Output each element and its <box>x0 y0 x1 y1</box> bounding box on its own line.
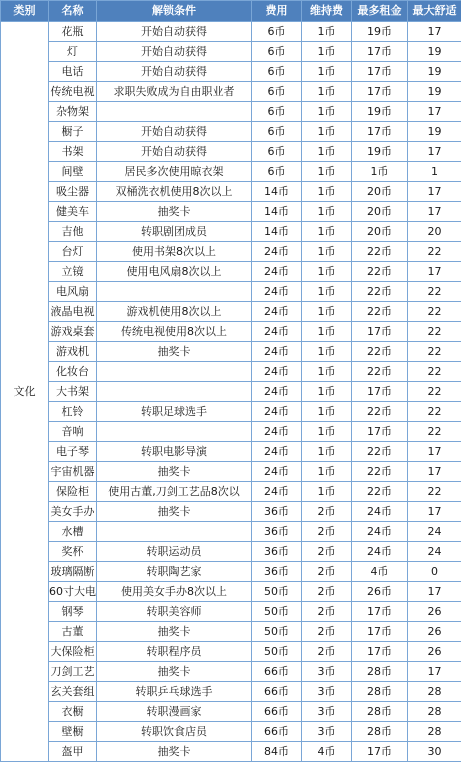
table-row <box>1 262 461 282</box>
max-comfort-cell: 28 <box>408 722 461 742</box>
upkeep-cell: 1币 <box>302 62 352 82</box>
upkeep-cell: 2币 <box>302 582 352 602</box>
cost-cell: 14币 <box>252 182 302 202</box>
item-name-cell: 玻璃隔断 <box>49 562 97 582</box>
max-rent-cell: 24币 <box>352 542 408 562</box>
unlock-condition-cell: 转职程序员 <box>97 642 252 662</box>
max-comfort-cell: 24 <box>408 542 461 562</box>
max-comfort-cell: 22 <box>408 342 461 362</box>
cost-cell: 50币 <box>252 642 302 662</box>
upkeep-cell: 2币 <box>302 502 352 522</box>
cost-cell: 6币 <box>252 22 302 42</box>
unlock-condition-cell: 转职运动员 <box>97 542 252 562</box>
max-comfort-cell: 0 <box>408 562 461 582</box>
max-rent-cell: 17币 <box>352 322 408 342</box>
max-comfort-cell: 17 <box>408 582 461 602</box>
max-comfort-cell: 30 <box>408 742 461 762</box>
table-row <box>1 282 461 302</box>
item-name-cell: 钢琴 <box>49 602 97 622</box>
max-rent-cell: 17币 <box>352 122 408 142</box>
max-rent-cell: 17币 <box>352 42 408 62</box>
item-name-cell: 游戏机 <box>49 342 97 362</box>
upkeep-cell: 1币 <box>302 362 352 382</box>
table-row <box>1 482 461 502</box>
max-rent-cell: 17币 <box>352 622 408 642</box>
table-row <box>1 562 461 582</box>
max-comfort-cell: 22 <box>408 382 461 402</box>
cost-cell: 6币 <box>252 122 302 142</box>
max-rent-cell: 22币 <box>352 362 408 382</box>
header-max-rent: 最多租金 <box>352 1 408 22</box>
max-comfort-cell: 19 <box>408 82 461 102</box>
unlock-condition-cell: 抽奖卡 <box>97 742 252 762</box>
max-rent-cell: 17币 <box>352 382 408 402</box>
table-header-row <box>1 1 461 22</box>
max-rent-cell: 22币 <box>352 262 408 282</box>
max-comfort-cell: 22 <box>408 242 461 262</box>
category-cell: 文化 <box>1 22 49 762</box>
unlock-condition-cell: 游戏机使用8次以上 <box>97 302 252 322</box>
upkeep-cell: 1币 <box>302 202 352 222</box>
item-name-cell: 吉他 <box>49 222 97 242</box>
max-comfort-cell: 26 <box>408 622 461 642</box>
max-comfort-cell: 17 <box>408 102 461 122</box>
upkeep-cell: 1币 <box>302 402 352 422</box>
cost-cell: 66币 <box>252 702 302 722</box>
max-rent-cell: 20币 <box>352 202 408 222</box>
cost-cell: 24币 <box>252 462 302 482</box>
max-comfort-cell: 20 <box>408 222 461 242</box>
max-rent-cell: 28币 <box>352 682 408 702</box>
max-comfort-cell: 17 <box>408 662 461 682</box>
cost-cell: 84币 <box>252 742 302 762</box>
max-rent-cell: 22币 <box>352 442 408 462</box>
item-name-cell: 化妆台 <box>49 362 97 382</box>
table-row <box>1 662 461 682</box>
unlock-condition-cell <box>97 382 252 402</box>
item-name-cell: 水槽 <box>49 522 97 542</box>
max-rent-cell: 20币 <box>352 222 408 242</box>
unlock-condition-cell: 转职电影导演 <box>97 442 252 462</box>
max-rent-cell: 17币 <box>352 742 408 762</box>
item-name-cell: 古董 <box>49 622 97 642</box>
item-name-cell: 立镜 <box>49 262 97 282</box>
max-rent-cell: 17币 <box>352 642 408 662</box>
cost-cell: 24币 <box>252 282 302 302</box>
cost-cell: 24币 <box>252 302 302 322</box>
unlock-condition-cell: 居民多次使用晾衣架 <box>97 162 252 182</box>
max-comfort-cell: 22 <box>408 402 461 422</box>
unlock-condition-cell: 转职漫画家 <box>97 702 252 722</box>
table-row <box>1 642 461 662</box>
item-name-cell: 台灯 <box>49 242 97 262</box>
upkeep-cell: 1币 <box>302 342 352 362</box>
cost-cell: 36币 <box>252 562 302 582</box>
upkeep-cell: 2币 <box>302 602 352 622</box>
upkeep-cell: 1币 <box>302 382 352 402</box>
cost-cell: 24币 <box>252 402 302 422</box>
max-rent-cell: 19币 <box>352 102 408 122</box>
max-comfort-cell: 22 <box>408 422 461 442</box>
cost-cell: 24币 <box>252 482 302 502</box>
item-name-cell: 橱子 <box>49 122 97 142</box>
max-comfort-cell: 22 <box>408 282 461 302</box>
unlock-condition-cell: 抽奖卡 <box>97 202 252 222</box>
max-rent-cell: 17币 <box>352 602 408 622</box>
upkeep-cell: 1币 <box>302 322 352 342</box>
unlock-condition-cell: 抽奖卡 <box>97 622 252 642</box>
max-rent-cell: 28币 <box>352 702 408 722</box>
max-comfort-cell: 19 <box>408 122 461 142</box>
max-comfort-cell: 17 <box>408 142 461 162</box>
cost-cell: 24币 <box>252 342 302 362</box>
table-row <box>1 102 461 122</box>
max-rent-cell: 24币 <box>352 502 408 522</box>
cost-cell: 24币 <box>252 322 302 342</box>
upkeep-cell: 1币 <box>302 82 352 102</box>
table-row <box>1 682 461 702</box>
item-name-cell: 传统电视 <box>49 82 97 102</box>
item-name-cell: 玄关套组 <box>49 682 97 702</box>
table-row <box>1 702 461 722</box>
upkeep-cell: 1币 <box>302 162 352 182</box>
table-row <box>1 402 461 422</box>
table-row <box>1 502 461 522</box>
max-rent-cell: 22币 <box>352 482 408 502</box>
cost-cell: 6币 <box>252 162 302 182</box>
table-row <box>1 522 461 542</box>
unlock-condition-cell: 使用书架8次以上 <box>97 242 252 262</box>
unlock-condition-cell: 转职饮食店员 <box>97 722 252 742</box>
upkeep-cell: 3币 <box>302 702 352 722</box>
max-comfort-cell: 28 <box>408 682 461 702</box>
max-rent-cell: 22币 <box>352 282 408 302</box>
unlock-condition-cell: 使用古董,刀剑工艺品8次以 <box>97 482 252 502</box>
table-row <box>1 462 461 482</box>
table-row <box>1 122 461 142</box>
max-rent-cell: 28币 <box>352 722 408 742</box>
unlock-condition-cell: 开始自动获得 <box>97 42 252 62</box>
max-rent-cell: 4币 <box>352 562 408 582</box>
cost-cell: 36币 <box>252 502 302 522</box>
unlock-condition-cell <box>97 362 252 382</box>
max-rent-cell: 28币 <box>352 662 408 682</box>
cost-cell: 24币 <box>252 442 302 462</box>
item-name-cell: 游戏桌套 <box>49 322 97 342</box>
unlock-condition-cell: 开始自动获得 <box>97 62 252 82</box>
table-row <box>1 82 461 102</box>
max-rent-cell: 19币 <box>352 22 408 42</box>
table-row <box>1 22 461 42</box>
table-row <box>1 142 461 162</box>
item-name-cell: 大书架 <box>49 382 97 402</box>
table-row <box>1 722 461 742</box>
table-row <box>1 422 461 442</box>
item-name-cell: 灯 <box>49 42 97 62</box>
cost-cell: 66币 <box>252 682 302 702</box>
upkeep-cell: 1币 <box>302 142 352 162</box>
unlock-condition-cell: 转职美容师 <box>97 602 252 622</box>
upkeep-cell: 3币 <box>302 682 352 702</box>
max-comfort-cell: 22 <box>408 302 461 322</box>
item-name-cell: 液晶电视 <box>49 302 97 322</box>
max-rent-cell: 17币 <box>352 422 408 442</box>
upkeep-cell: 3币 <box>302 662 352 682</box>
table-row <box>1 342 461 362</box>
item-name-cell: 间壁 <box>49 162 97 182</box>
upkeep-cell: 1币 <box>302 222 352 242</box>
unlock-condition-cell <box>97 522 252 542</box>
cost-cell: 6币 <box>252 82 302 102</box>
header-category: 类别 <box>1 1 49 22</box>
upkeep-cell: 1币 <box>302 262 352 282</box>
header-upkeep: 维持费 <box>302 1 352 22</box>
item-name-cell: 保险柜 <box>49 482 97 502</box>
table-row <box>1 302 461 322</box>
max-rent-cell: 24币 <box>352 522 408 542</box>
cost-cell: 24币 <box>252 262 302 282</box>
table-row <box>1 602 461 622</box>
item-name-cell: 刀剑工艺 <box>49 662 97 682</box>
table-row <box>1 222 461 242</box>
item-name-cell: 美女手办 <box>49 502 97 522</box>
max-rent-cell: 22币 <box>352 402 408 422</box>
max-rent-cell: 1币 <box>352 162 408 182</box>
max-comfort-cell: 26 <box>408 642 461 662</box>
item-name-cell: 电子琴 <box>49 442 97 462</box>
table-row <box>1 182 461 202</box>
max-comfort-cell: 26 <box>408 602 461 622</box>
unlock-condition-cell: 抽奖卡 <box>97 502 252 522</box>
upkeep-cell: 1币 <box>302 302 352 322</box>
upkeep-cell: 2币 <box>302 542 352 562</box>
max-comfort-cell: 22 <box>408 482 461 502</box>
upkeep-cell: 2币 <box>302 642 352 662</box>
upkeep-cell: 2币 <box>302 562 352 582</box>
upkeep-cell: 1币 <box>302 242 352 262</box>
upkeep-cell: 1币 <box>302 442 352 462</box>
table-row <box>1 162 461 182</box>
item-name-cell: 杂物架 <box>49 102 97 122</box>
max-comfort-cell: 1 <box>408 162 461 182</box>
unlock-condition-cell: 抽奖卡 <box>97 662 252 682</box>
item-name-cell: 电话 <box>49 62 97 82</box>
max-rent-cell: 22币 <box>352 342 408 362</box>
unlock-condition-cell: 开始自动获得 <box>97 22 252 42</box>
item-name-cell: 壁橱 <box>49 722 97 742</box>
max-comfort-cell: 17 <box>408 22 461 42</box>
max-rent-cell: 19币 <box>352 142 408 162</box>
cost-cell: 50币 <box>252 582 302 602</box>
unlock-condition-cell <box>97 422 252 442</box>
max-comfort-cell: 17 <box>408 262 461 282</box>
item-name-cell: 健美车 <box>49 202 97 222</box>
table-body <box>1 22 461 762</box>
header-cost: 费用 <box>252 1 302 22</box>
max-rent-cell: 22币 <box>352 242 408 262</box>
item-name-cell: 吸尘器 <box>49 182 97 202</box>
upkeep-cell: 1币 <box>302 462 352 482</box>
max-rent-cell: 22币 <box>352 462 408 482</box>
cost-cell: 24币 <box>252 422 302 442</box>
item-name-cell: 宇宙机器 <box>49 462 97 482</box>
unlock-condition-cell: 转职乒乓球选手 <box>97 682 252 702</box>
max-comfort-cell: 19 <box>408 62 461 82</box>
unlock-condition-cell <box>97 282 252 302</box>
header-name: 名称 <box>49 1 97 22</box>
table-row <box>1 582 461 602</box>
item-name-cell: 衣橱 <box>49 702 97 722</box>
table-row <box>1 382 461 402</box>
max-comfort-cell: 17 <box>408 182 461 202</box>
max-comfort-cell: 22 <box>408 362 461 382</box>
table-row <box>1 322 461 342</box>
cost-cell: 14币 <box>252 222 302 242</box>
table-row <box>1 242 461 262</box>
cost-cell: 6币 <box>252 142 302 162</box>
max-comfort-cell: 17 <box>408 462 461 482</box>
unlock-condition-cell: 抽奖卡 <box>97 462 252 482</box>
unlock-condition-cell: 传统电视使用8次以上 <box>97 322 252 342</box>
unlock-condition-cell: 双桶洗衣机使用8次以上 <box>97 182 252 202</box>
upkeep-cell: 1币 <box>302 122 352 142</box>
table-row <box>1 622 461 642</box>
item-name-cell: 奖杯 <box>49 542 97 562</box>
item-name-cell: 花瓶 <box>49 22 97 42</box>
max-comfort-cell: 17 <box>408 442 461 462</box>
upkeep-cell: 2币 <box>302 522 352 542</box>
unlock-condition-cell: 转职陶艺家 <box>97 562 252 582</box>
max-comfort-cell: 17 <box>408 502 461 522</box>
max-rent-cell: 22币 <box>352 302 408 322</box>
header-unlock-condition: 解锁条件 <box>97 1 252 22</box>
unlock-condition-cell: 抽奖卡 <box>97 342 252 362</box>
upkeep-cell: 1币 <box>302 422 352 442</box>
item-name-cell: 杠铃 <box>49 402 97 422</box>
table-row <box>1 442 461 462</box>
item-name-cell: 书架 <box>49 142 97 162</box>
cost-cell: 24币 <box>252 242 302 262</box>
max-comfort-cell: 28 <box>408 702 461 722</box>
table-row <box>1 62 461 82</box>
cost-cell: 36币 <box>252 542 302 562</box>
cost-cell: 66币 <box>252 662 302 682</box>
upkeep-cell: 1币 <box>302 482 352 502</box>
cost-cell: 24币 <box>252 382 302 402</box>
cost-cell: 6币 <box>252 102 302 122</box>
unlock-condition-cell: 开始自动获得 <box>97 142 252 162</box>
upkeep-cell: 2币 <box>302 622 352 642</box>
upkeep-cell: 1币 <box>302 102 352 122</box>
item-name-cell: 60寸大电 <box>49 582 97 602</box>
cost-cell: 50币 <box>252 602 302 622</box>
max-comfort-cell: 24 <box>408 522 461 542</box>
unlock-condition-cell: 转职剧团成员 <box>97 222 252 242</box>
unlock-condition-cell: 求职失败成为自由职业者 <box>97 82 252 102</box>
max-comfort-cell: 19 <box>408 42 461 62</box>
cost-cell: 36币 <box>252 522 302 542</box>
cost-cell: 66币 <box>252 722 302 742</box>
cost-cell: 14币 <box>252 202 302 222</box>
max-rent-cell: 26币 <box>352 582 408 602</box>
table-row <box>1 542 461 562</box>
max-comfort-cell: 22 <box>408 322 461 342</box>
item-name-cell: 盔甲 <box>49 742 97 762</box>
table-row <box>1 202 461 222</box>
unlock-condition-cell <box>97 102 252 122</box>
item-name-cell: 音响 <box>49 422 97 442</box>
max-rent-cell: 20币 <box>352 182 408 202</box>
upkeep-cell: 1币 <box>302 282 352 302</box>
cost-cell: 6币 <box>252 42 302 62</box>
max-comfort-cell: 17 <box>408 202 461 222</box>
header-max-comfort: 最大舒适 <box>408 1 461 22</box>
unlock-condition-cell: 使用美女手办8次以上 <box>97 582 252 602</box>
item-name-cell: 大保险柜 <box>49 642 97 662</box>
upkeep-cell: 1币 <box>302 42 352 62</box>
max-rent-cell: 17币 <box>352 62 408 82</box>
cost-cell: 24币 <box>252 362 302 382</box>
table-row <box>1 362 461 382</box>
max-rent-cell: 17币 <box>352 82 408 102</box>
unlock-condition-cell: 开始自动获得 <box>97 122 252 142</box>
unlock-condition-cell: 使用电风扇8次以上 <box>97 262 252 282</box>
upkeep-cell: 1币 <box>302 22 352 42</box>
upkeep-cell: 4币 <box>302 742 352 762</box>
cost-cell: 6币 <box>252 62 302 82</box>
unlock-condition-cell: 转职足球选手 <box>97 402 252 422</box>
upkeep-cell: 3币 <box>302 722 352 742</box>
table-row <box>1 42 461 62</box>
upkeep-cell: 1币 <box>302 182 352 202</box>
item-name-cell: 电风扇 <box>49 282 97 302</box>
cost-cell: 50币 <box>252 622 302 642</box>
